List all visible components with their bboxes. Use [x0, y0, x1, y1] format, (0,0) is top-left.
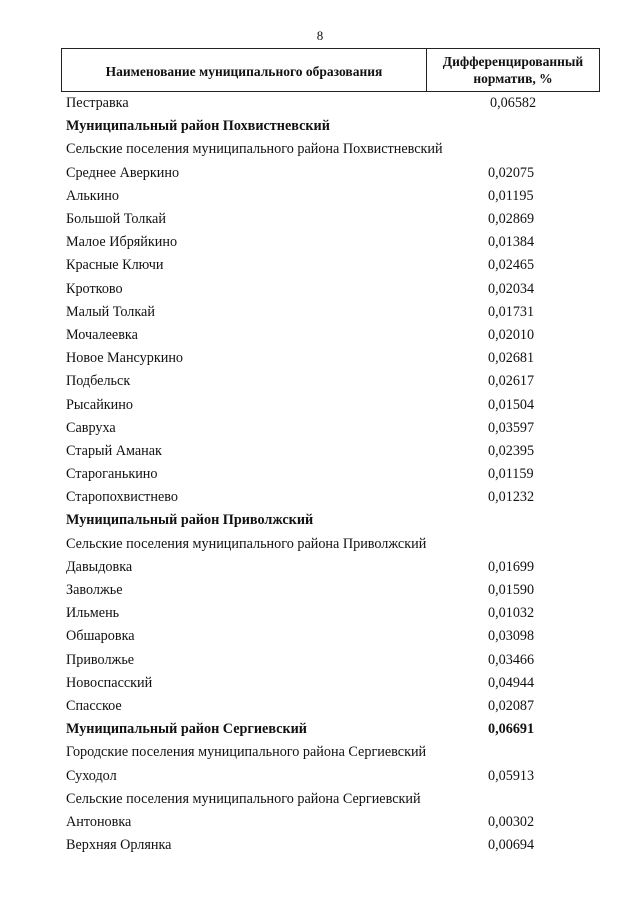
table-row [66, 301, 606, 324]
table-body [66, 92, 606, 857]
row-value: 0,02465 [488, 257, 535, 274]
row-value: 0,00694 [488, 837, 535, 854]
row-value: 0,05913 [488, 767, 535, 784]
row-name: Рысайкино [66, 396, 133, 413]
header-value-column [427, 49, 599, 91]
header-value-line1: Дифференцированный [442, 54, 584, 69]
table-row [66, 185, 606, 208]
row-value: 0,02869 [488, 211, 535, 228]
row-name: Верхняя Орлянка [66, 837, 172, 854]
row-name: Савруха [66, 419, 116, 436]
row-value: 0,03466 [488, 651, 535, 668]
row-name: Мочалеевка [66, 326, 138, 343]
row-value: 0,01232 [488, 489, 535, 506]
table-row [66, 208, 606, 231]
row-name: Малое Ибряйкино [66, 234, 178, 251]
row-value: 0,02681 [488, 350, 535, 367]
row-value: 0,06691 [488, 721, 535, 738]
table-row [66, 231, 606, 254]
table-row [66, 649, 606, 672]
table-row [66, 811, 606, 834]
row-name: Староганькино [66, 466, 158, 483]
row-value: 0,06582 [490, 95, 537, 112]
row-name: Красные Ключи [66, 257, 164, 274]
row-name: Малый Толкай [66, 303, 155, 320]
row-value: 0,01159 [488, 466, 534, 483]
row-value: 0,01731 [488, 303, 535, 320]
row-value: 0,02034 [488, 280, 535, 297]
table-row [66, 625, 606, 648]
row-name: Старый Аманак [66, 442, 162, 459]
district-heading-row [66, 509, 606, 532]
table-row [66, 672, 606, 695]
row-name: Старопохвистнево [66, 489, 178, 506]
table-row [66, 92, 606, 115]
row-name: Суходол [66, 767, 117, 784]
table-row [66, 556, 606, 579]
row-name: Ильмень [66, 605, 120, 622]
table-row [66, 788, 606, 811]
row-name: Большой Толкай [66, 211, 166, 228]
district-heading-row [66, 718, 606, 741]
row-value: 0,02087 [488, 697, 535, 714]
row-value: 0,01384 [488, 234, 535, 251]
page-number: 8 [316, 28, 324, 43]
row-name: Муниципальный район Похвистневский [66, 118, 330, 135]
row-value: 0,02617 [488, 373, 535, 390]
row-value: 0,01699 [488, 558, 535, 575]
row-value: 0,04944 [488, 674, 535, 691]
table-row [66, 278, 606, 301]
row-name: Сельские поселения муниципального района Похвистневский [66, 141, 443, 158]
row-name: Городские поселения муниципального района Сергиевский [66, 744, 427, 761]
row-name: Среднее Аверкино [66, 164, 180, 181]
row-name: Спасское [66, 697, 122, 714]
table-header [61, 48, 600, 92]
header-name-column: Наименование муниципального образования [62, 49, 427, 91]
row-value: 0,01590 [488, 582, 535, 599]
row-value: 0,02010 [488, 326, 535, 343]
table-row [66, 324, 606, 347]
table-row [66, 834, 606, 857]
row-name: Алькино [66, 187, 119, 204]
row-value: 0,01195 [488, 187, 534, 204]
row-value: 0,02395 [488, 442, 535, 459]
table-row [66, 440, 606, 463]
table-row [66, 695, 606, 718]
table-row [66, 764, 606, 787]
row-name: Новоспасский [66, 674, 153, 691]
row-name: Антоновка [66, 813, 132, 830]
row-name: Приволжье [66, 651, 135, 668]
table-row [66, 741, 606, 764]
row-name: Пестравка [66, 95, 129, 112]
table-row [66, 393, 606, 416]
row-value: 0,02075 [488, 164, 535, 181]
row-name: Обшаровка [66, 628, 135, 645]
row-value: 0,03098 [488, 628, 535, 645]
table-row [66, 533, 606, 556]
row-value: 0,00302 [488, 813, 535, 830]
table-row [66, 602, 606, 625]
table-row [66, 162, 606, 185]
row-name: Муниципальный район Приволжский [66, 512, 314, 529]
district-heading-row [66, 115, 606, 138]
row-name: Сельские поселения муниципального района Приволжский [66, 535, 427, 552]
row-name: Новое Мансуркино [66, 350, 184, 367]
table-row [66, 579, 606, 602]
table-row [66, 347, 606, 370]
row-name: Давыдовка [66, 558, 133, 575]
row-value: 0,01032 [488, 605, 535, 622]
row-name: Подбельск [66, 373, 131, 390]
row-name: Заволжье [66, 582, 123, 599]
table-row [66, 254, 606, 277]
table-row [66, 138, 606, 161]
row-name: Сельские поселения муниципального района Сергиевский [66, 790, 421, 807]
row-name: Кротково [66, 280, 123, 297]
row-value: 0,03597 [488, 419, 535, 436]
row-name: Муниципальный район Сергиевский [66, 721, 307, 738]
header-value-line2: норматив, % [473, 71, 553, 86]
row-value: 0,01504 [488, 396, 535, 413]
table-row [66, 417, 606, 440]
table-row [66, 463, 606, 486]
table-row [66, 486, 606, 509]
table-row [66, 370, 606, 393]
